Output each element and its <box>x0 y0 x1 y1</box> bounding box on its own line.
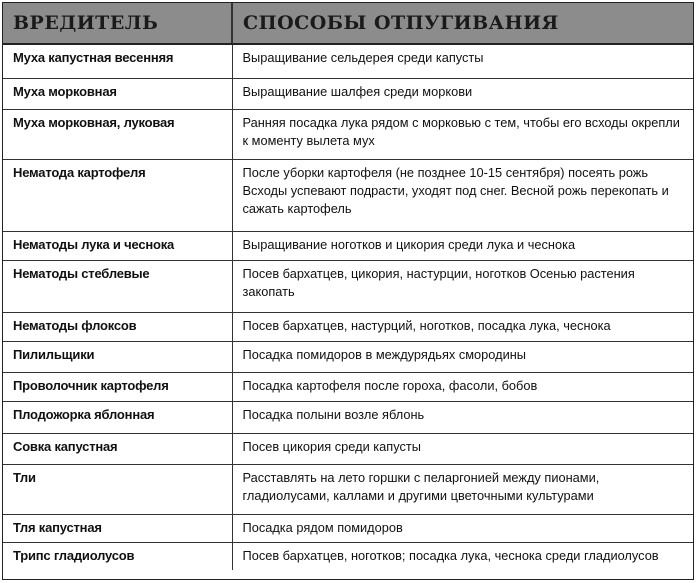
pest-cell: Нематоды лука и чеснока <box>3 231 232 260</box>
method-cell: Посев цикория среди капусты <box>232 433 693 464</box>
table-row <box>3 312 693 341</box>
method-cell: Посадка рядом помидоров <box>232 514 693 542</box>
table-row <box>3 260 693 312</box>
header-pest: ВРЕДИТЕЛЬ <box>3 3 232 44</box>
table-row <box>3 44 693 78</box>
pest-cell: Нематода картофеля <box>3 159 232 231</box>
table-row <box>3 109 693 159</box>
pest-cell: Тля капустная <box>3 514 232 542</box>
table-row <box>3 372 693 401</box>
method-cell: Выращивание сельдерея среди капусты <box>232 44 693 78</box>
method-cell: Посадка помидоров в междурядьях смородины <box>232 341 693 372</box>
pest-cell: Совка капустная <box>3 433 232 464</box>
table-row <box>3 231 693 260</box>
table-row <box>3 78 693 109</box>
method-cell: Ранняя посадка лука рядом с морковью с тем, чтобы его всходы окрепли к моменту вылета мух <box>232 109 693 159</box>
header-method: СПОСОБЫ ОТПУГИВАНИЯ <box>232 3 693 44</box>
pest-cell: Тли <box>3 464 232 514</box>
table-body <box>3 44 693 570</box>
pest-cell: Проволочник картофеля <box>3 372 232 401</box>
method-cell: Посев бархатцев, настурций, ноготков, посадка лука, чеснока <box>232 312 693 341</box>
method-cell: Выращивание шалфея среди моркови <box>232 78 693 109</box>
table-row <box>3 464 693 514</box>
pest-cell: Муха капустная весенняя <box>13 50 174 65</box>
method-cell: Выращивание ноготков и цикория среди лука и чеснока <box>232 231 693 260</box>
table-row <box>3 542 693 570</box>
table-row <box>3 433 693 464</box>
table-row <box>3 514 693 542</box>
table <box>3 3 693 570</box>
method-cell: Посадка картофеля после гороха, фасоли, бобов <box>232 372 693 401</box>
pest-cell: Нематоды стеблевые <box>3 260 232 312</box>
pest-cell: Трипс гладиолусов <box>3 542 232 570</box>
table-header <box>3 3 693 44</box>
method-cell: Расставлять на лето горшки с пеларгонией между пионами, гладиолусами, каллами и другими цветочными культурами <box>232 464 693 514</box>
pest-cell: Плодожорка яблонная <box>3 401 232 433</box>
method-cell: После уборки картофеля (не позднее 10-15 сентября) посеять рожь Всходы успевают подрасти, уходят под снег. Весной рожь перекопать и сажать картофель <box>232 159 693 231</box>
pest-cell: Пилильщики <box>3 341 232 372</box>
pest-repellent-table <box>2 2 694 580</box>
pest-cell: Нематоды флоксов <box>3 312 232 341</box>
method-cell: Посев бархатцев, цикория, настурции, ноготков Осенью растения закопать <box>232 260 693 312</box>
pest-cell: Муха морковная <box>3 78 232 109</box>
method-cell: Посадка полыни возле яблонь <box>232 401 693 433</box>
pest-cell: Муха морковная, луковая <box>3 109 232 159</box>
table-row <box>3 159 693 231</box>
table-row <box>3 401 693 433</box>
table-row <box>3 341 693 372</box>
method-cell: Посев бархатцев, ноготков; посадка лука, чеснока среди гладиолусов <box>232 542 693 570</box>
